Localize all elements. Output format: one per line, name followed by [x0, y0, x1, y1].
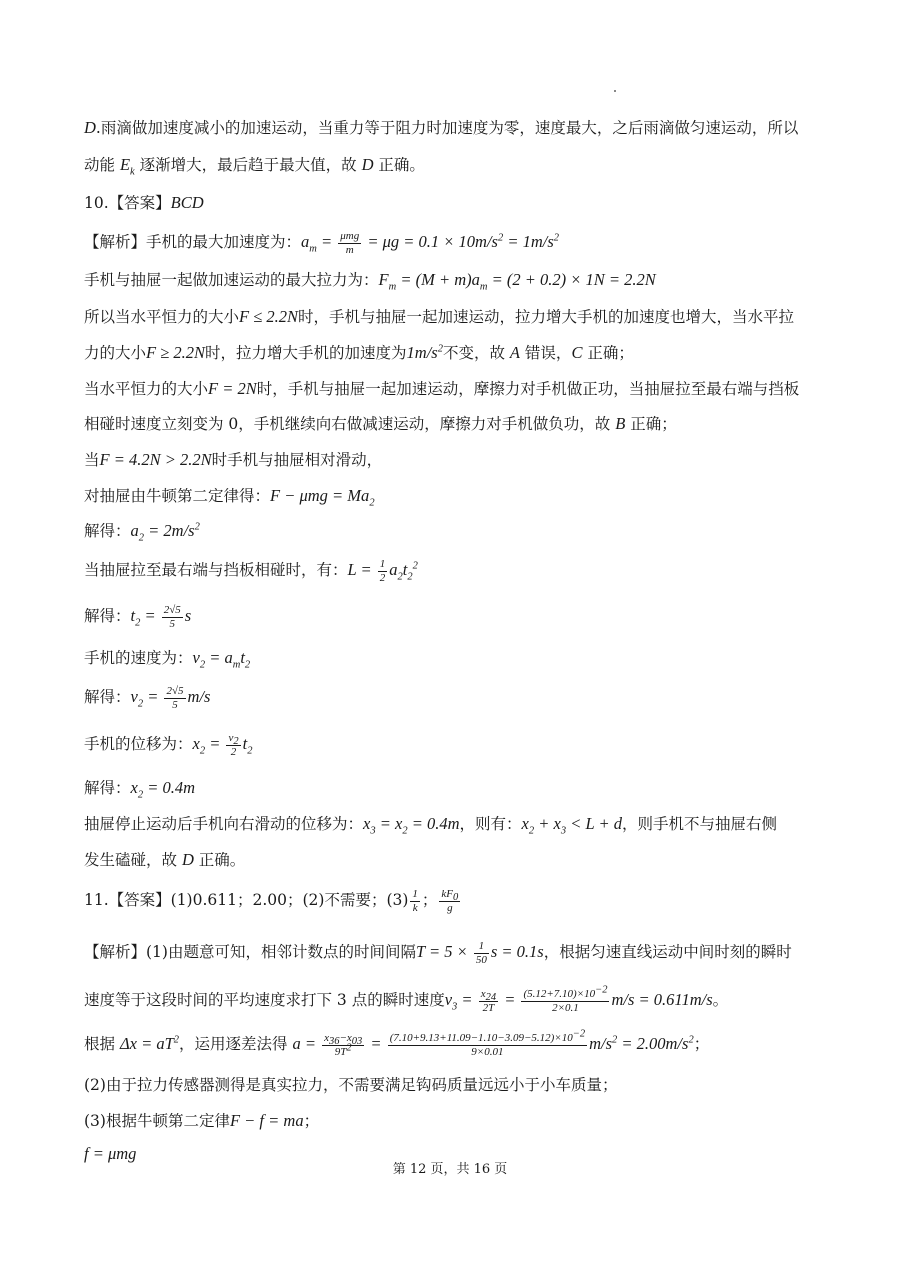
line-l: 当抽屉拉至最右端与挡板相碰时，有：L = $\frac{1}{2}$ $a_2t_2^2$	[84, 558, 418, 584]
line-d-raindrop: D.雨滴做加速度减小的加速运动，当重力等于阻力时加速度为零，速度最大，之后雨滴做匀速运动，所以	[84, 118, 799, 137]
line-newton: 对抽屉由牛顿第二定律得：$F - \mu mg = Ma_2$	[84, 486, 375, 509]
line-v2-formula: 手机的速度为：$v_2 = a_mt_2$	[84, 648, 251, 671]
line-friction: f = μmg	[84, 1144, 137, 1163]
page-footer: 第 12 页，共 16 页	[392, 1162, 508, 1177]
answer-10: 10.【答案】BCD	[84, 193, 204, 212]
line-f-le: 所以当水平恒力的大小F ≤ 2.2N时，手机与抽屉一起加速运动，拉力增大手机的加速度也增大，当水平拉	[84, 307, 795, 326]
line-collision: 相碰时速度立刻变为 0，手机继续向右做减速运动，摩擦力对手机做负功，故 B 正确；	[84, 414, 677, 433]
line-x2: 解得：$x_2 = 0.4m$	[84, 778, 196, 801]
line-max-force: 手机与抽屉一起做加速运动的最大拉力为：$F_m = (M + m)a_m = (2 + 0.2) \times 1N = 2.2N$	[84, 270, 656, 293]
line-d-correct: 发生磕碰，故 D 正确。	[84, 850, 246, 869]
line-accel: 根据 $\Delta x = aT^2$，运用逐差法得 a = $\frac{x36-x03}{9T2}$ = $\frac{(7.10+9.13+11.09-1.10-3.09-5.12)\times 10-2}{9\times 0.01}$ $m/s^2 = 2.00m/s^2$；	[84, 1028, 710, 1058]
line-v2: 解得：$v_2$ = $\frac{2√5}{5}$ m/s	[84, 685, 211, 711]
line-f-42: 当F = 4.2N > 2.2N时手机与抽屉相对滑动，	[84, 450, 383, 469]
line-newton2: (3)根据牛顿第二定律F − f = ma；	[84, 1111, 320, 1130]
line-a2: 解得：$a_2 = 2m/s^2$	[84, 521, 200, 544]
line-x3: 抽屉停止运动后手机向右滑动的位移为：$x_3 = x_2 = 0.4m$，则有：$x_2 + x_3 < L + d$，则手机不与抽屉右侧	[84, 814, 777, 837]
line-ek: 动能 $E_k$ 逐渐增大，最后趋于最大值，故 D 正确。	[84, 155, 425, 178]
line-f-2n: 当水平恒力的大小F = 2N时，手机与抽屉一起加速运动，摩擦力对手机做正功，当抽屉拉至最右端与挡板	[84, 379, 800, 398]
line-t2: 解得：$t_2$ = $\frac{2√5}{5}$ s	[84, 604, 192, 630]
scan-speck	[614, 90, 616, 92]
line-max-accel: 【解析】手机的最大加速度为：$a_m$ = $\frac{\text{μmg}}{m}$ = $\mu g = 0.1 \times 10m/s^2 = 1m/s^2$	[84, 230, 560, 256]
answer-11: 11.【答案】(1)0.611；2.00；(2)不需要；(3) $\frac{1}{k}$ ； $\frac{kF0}{g}$	[84, 888, 459, 914]
line-x2-formula: 手机的位移为：$x_2$ = $\frac{v2}{2}$ $t_2$	[84, 732, 253, 758]
line-sensor: (2)由于拉力传感器测得是真实拉力，不需要满足钩码质量远远小于小车质量；	[84, 1076, 618, 1094]
line-interval: 【解析】(1)由题意可知，相邻计数点的时间间隔T = 5 × $\frac{1}{50}$ s = 0.1s，根据匀速直线运动中间时刻的瞬时	[84, 940, 792, 966]
line-v3: 速度等于这段时间的平均速度求打下 3 点的瞬时速度$v_3$ = $\frac{x24}{2T}$ = $\frac{(5.12+7.10)\times 10-2}{2\times 0.1}$ m/s = 0.611m/s。	[84, 984, 729, 1014]
line-f-ge: 力的大小F ≥ 2.2N时，拉力增大手机的加速度为$1m/s^2$不变，故 A 错误，C 正确；	[84, 343, 634, 362]
